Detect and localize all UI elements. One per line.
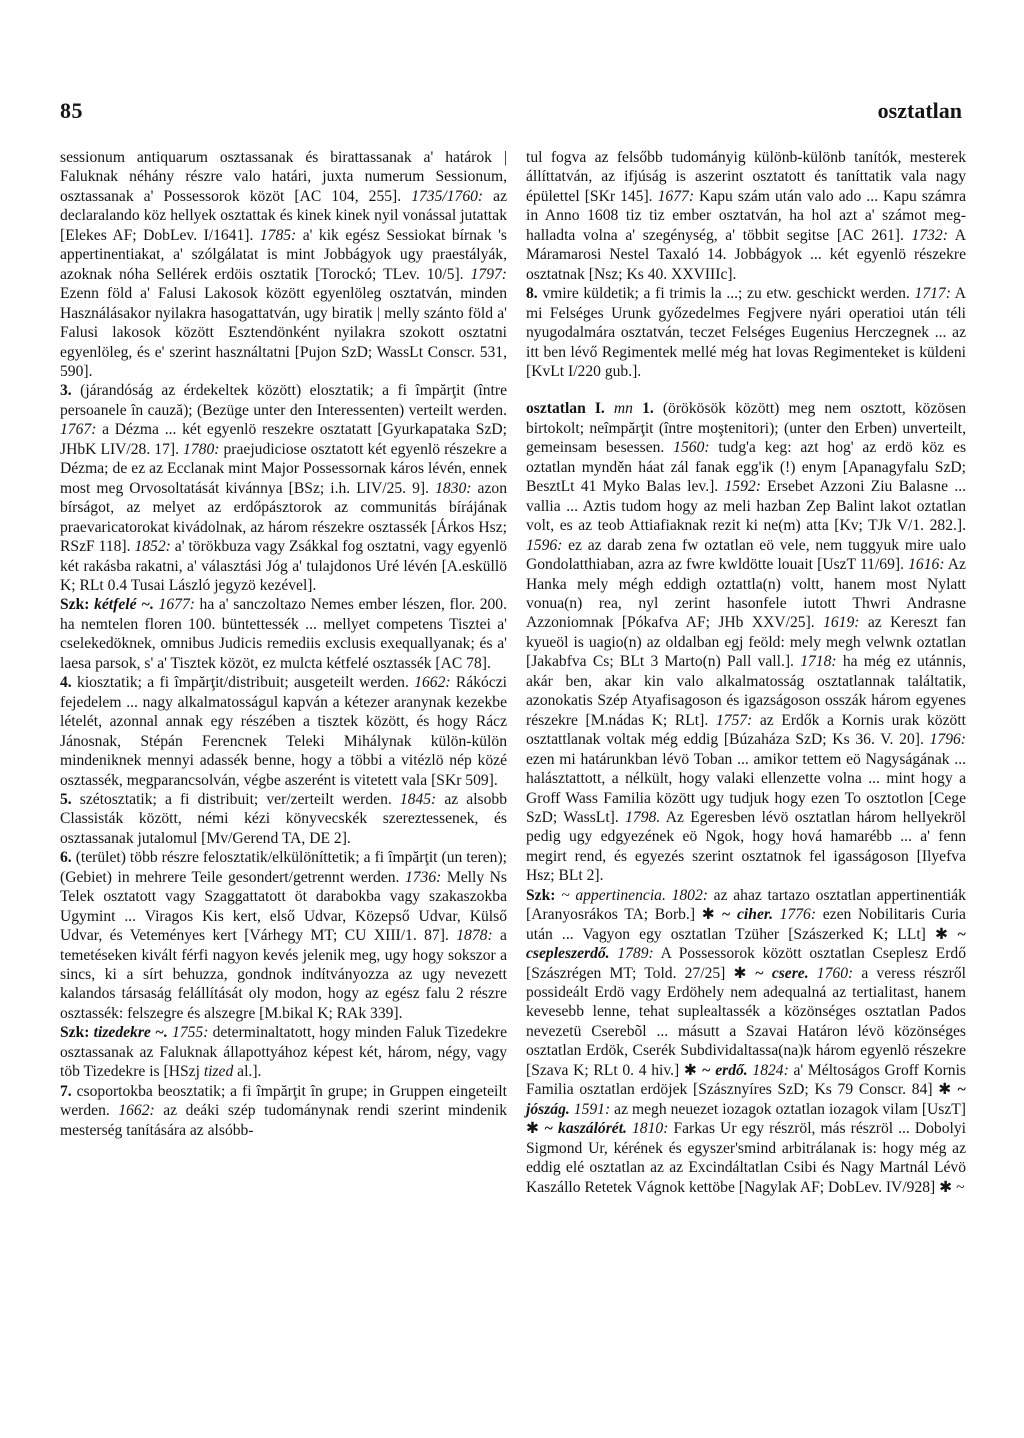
compound-tizedekre: Szk: tizedekre ~. 1755: determinaltatott, hogy minden Faluk Tizedekre osztassanak az Faluknak állapottyához képest két, három, négy, vagy töb Tizedekre is [HSzj tized al.].	[60, 1024, 507, 1081]
sense-5: 5. szétosztatik; a fi distribuit; ver/zerteilt werden. 1845: az alsobb Classisták között, némi kézi könyvecskék szereztessenek, és osztassanak jutalomul [Mv/Gerend TA, DE 2].	[60, 790, 507, 847]
entry-gap	[526, 381, 966, 399]
compounds-osztatlan: Szk: ~ appertinencia. 1802: az ahaz tartazo osztatlan appertinentiák [Aranyosrákos TA; Borb.] ✱ ~ ciher. 1776: ezen Nobilitaris Curia után ... Vagyon egy osztatlan Tzüher [Szászerked K; LLt] ✱ ~ csepleszerdő. 1789: A Possessorok között osztatlan Cseplesz Erdő [Szászrégen MT; Told. 27/25] ✱ ~ csere. 1760: a veress részről possideált Erdö vagy Erdöhely nem adequalná az tertialitast, hanem kevesebb lenne, tehat suplealtassék a közönséges osztatlan Pados nevezetü Cserebõl ... másutt a Szavai Határon lévö közönséges osztatlan Erdök, Cserék Subdividaltassa(na)k három egyenlö részekre [Szava K; RLt 0. 4 hiv.] ✱ ~ erdő. 1824: a' Méltoságos Groff Kornis Familia osztatlan erdöjek [Szásznyíres SzD; Ks 79 Conscr. 84] ✱ ~ jószág. 1591: az megh neuezet iozagok oztatlan iozagok vilam [UszT] ✱ ~ kaszálórét. 1810: Farkas Ur egy részröl, más részröl ... Dobolyi Sigmond Ur, kérének és egyszer'smind arbitrálanak is: hogy még az eddig elé osztatlan az az Excindáltatlan Csibi és Nagy Martnál Lévö Kaszállo Retetek Vágnok kettöbe [Nagylak AF; DobLev. IV/928] ✱ ~	[526, 886, 966, 1196]
left-column	[60, 148, 507, 1140]
entry-osztatlan: osztatlan I. mn 1. (örökösök között) meg nem osztott, közösen birtokolt; neîmpărţit (între moştenitori); (unter den Erben) unverteilt, gemeinsam besessen. 1560: tudg'a keg: azt hog' az erdö köz es oztatlan mynděn háat zál fanak egg'ik (!) enym [Apanagyfalu SzD; BesztLt 41 Myko Balas lev.]. 1592: Ersebet Azzoni Ziu Balasne ... vallia ... Aztis tudom hogy az meli hazban Zep Balint lakot oztatlan volt, es az teob Attiafiaknak rezit ki ne(m) atta [Kv; TJk V/1. 282.]. 1596: ez az darab zena fw oztatlan eö vele, nem tuggyuk mire ualo Gondolatthiaban, azra az fwre kwldötte louait [UszT 11/69]. 1616: Az Hanka mely mégh eddigh oztattla(n) voltt, hanem most Nylatt vonua(n) rea, nyl zerint hasonfele iutott Thwri Andrasne Azzoniomnak [Pókafva AF; JHb XXV/25]. 1619: az Kereszt fan kyueöl is uagio(n) az oldalban egj feöld: mely megh velwnk oztatlan [Jakabfva Cs; BLt 3 Marto(n) Pall vall.]. 1718: ha még ez utánnis, akár ben, akar kin valo alkalmatosság osztatlannak találtatik, azonokatis Szép Atyafisagoson és igazságoson osszák három egyenes részekre [M.nádas K; RLt]. 1757: az Erdők a Kornis urak között osztattlanak voltak még eddig [Búzaháza SzD; Ks 36. V. 20]. 1796: ezen mi határunkban lévö Toban ... amikor tettem eö Nagyságának ... halásztattott, a nélkült, hogy valaki ellenzette volna ... mint hogy a Groff Wass Familia között ugy tudjuk hogy ezen To osztotlon [Cege SzD; WassLt]. 1798. Az Egeresben lévö osztatlan három hellyekröl pedig ugy edgyezének eö Ngok, hogy hová hamarébb ... a' fenn megirt rend, és egyezés szerint osztatnok fel igasságoson [Ilyefva Hsz; BLt 2].	[526, 400, 967, 885]
sense-8: 8. vmire küldetik; a fi trimis la ...; zu etw. geschickt werden. 1717: A mi Felséges Urunk győzedelmes Fegjvere nyári operatioi után téli nyugodalmára osztatván, teczet Felséges Eugenius Herczegnek ... az itt ben lévő Regimentek mellé még hat lovas Regimenteket is küldeni [KvLt I/220 gub.].	[526, 285, 966, 380]
sense-4: 4. kiosztatik; a fi împărţit/distribuit; ausgeteilt werden. 1662: Rákóczi fejedelem ... nagy alkalmatosságul kapván a kétezer aranynak kezekbe lételét, azonnal annak egy részében a tisztek között, és hogy Rácz Jánosnak, Stépán Ferencnek Teleki Mihálynak külön-külön mindeniknek mennyi adassék benne, hogy a többi a vitézlö nép közé osztassék, megparancsolván, végbe aszerént is vitetett vala [SKr 509].	[60, 674, 507, 789]
continued-paragraph: sessionum antiquarum osztassanak és birattassanak a' határok | Faluknak néhány részre valo határi, juxta numerum Sessionum, osztassanak a' Possessorok közöt [AC 104, 255]. 1735/1760: az declaralando köz hellyek osztattak és kinek kinek nyil vonással jutattak [Elekes AF; DobLev. I/1641]. 1785: a' kik egész Sessiokat bírnak 's appertinentiakat, a' szólgálatat is mint Jobbágyok ugy praestályák, azoknak nóha Sellérek erdöis osztatik [Torockó; TLev. 10/5]. 1797: Ezenn föld a' Falusi Lakosok között egyenlöleg osztatván, minden Használásakor nyilakra hasogattatván, ugy biratik | melly szánto föld a' Falusi lakosok között Esztendönként nyilakra szokott osztatni egyenlöleg, és e' szerint használtatni [Pujon SzD; WassLt Conscr. 531, 590].	[60, 149, 508, 380]
compound-ketfele: Szk: kétfelé ~. 1677: ha a' sanczoltazo Nemes ember lészen, flor. 200. ha nemtelen floren 100. büntettessék ... mellyet competens Tisztei a' cselekedöknek, omnibus Judicis remediis exclusis exequallyanak; és a' laesa parsok, s' a' Tisztek közöt, ez mulcta kétfelé osztassék [AC 78].	[60, 596, 507, 672]
running-headword: osztatlan	[877, 98, 962, 123]
sense-7: 7. csoportokba beosztatik; a fi împărţit în grupe; in Gruppen eingeteilt werden. 1662: az deáki szép tudománynak rendi szerint mindenik mesterség tanítására az alsóbb-	[60, 1082, 508, 1139]
continued-paragraph: tul fogva az felsőbb tudományig különb-különb tanítók, mesterek állíttatván, az ifjúság is aszerint osztatott és taníttatik vala nagy épülettel [SKr 145]. 1677: Kapu szám után valo ado ... Kapu számra in Anno 1608 tiz tiz ember osztatván, ha hol azt a' számot meg-halladta volna a' szegénység, a' többit segitse [AC 261]. 1732: A Máramarosi Nestel Taxaló 14. Jobbágyok ... két egyenlö részekre osztatnak [Nsz; Ks 40. XXVIIIc].	[526, 149, 967, 283]
right-column	[526, 148, 966, 1197]
sense-3: 3. (járandóság az érdekeltek között) elosztatik; a fi împărţit (între persoanele în cauză); (Bezüge unter den Interessenten) verteilt werden. 1767: a Dézma ... két egyenlö reszekre osztatatt [Gyurkapataka SzD; JHbK LIV/28. 17]. 1780: praejudiciose osztatott két egyenlö részekre a Dézma; de ez az Ecclanak mint Major Possessornak káros lévén, ennek most meg Orvosoltatását kivánnya [BSz; i.h. LIV/25. 9]. 1830: azon bírságot, az melyet az erdőpásztorok az communitás bírájának praevaricatorokat kivádolnak, az három részekre osztassék [Árkos Hsz; RSzF 118]. 1852: a' törökbuza vagy Zsákkal fog osztatni, vagy egyenlö két rakásba rakatni, a' választási Jóg a' tulajdonos Uré lévén [A.esküllö K; RLt 0.4 Tusai László jegyzö kezével].	[60, 382, 507, 594]
sense-6: 6. (terület) több részre felosztatik/elkülöníttetik; a fi împărţit (un teren); (Gebiet) in mehrere Teile gesondert/getrennt werden. 1736: Melly Ns Telek osztatott vagy Szaggattatott öt darabokba vagy szakaszokba Ugymint ... Viragos Kis kert, első Udvar, Közepső Udvar, Külső Udvar, és Veteményes kert [Várhegy MT; CU XIII/1. 87]. 1878: a temetéseken kivált férfi nagyon kevés jelenik meg, ugy hogy sokszor a sincs, ki a sírt behuzza, gondnok indítványozza az ugy nevezett kalandos társaság felállítását oly modon, hogy az egész falu 2 részre osztassék: felszegre és alszegre [M.bikal K; RAk 339].	[60, 849, 507, 1022]
page-number: 85	[60, 98, 83, 123]
